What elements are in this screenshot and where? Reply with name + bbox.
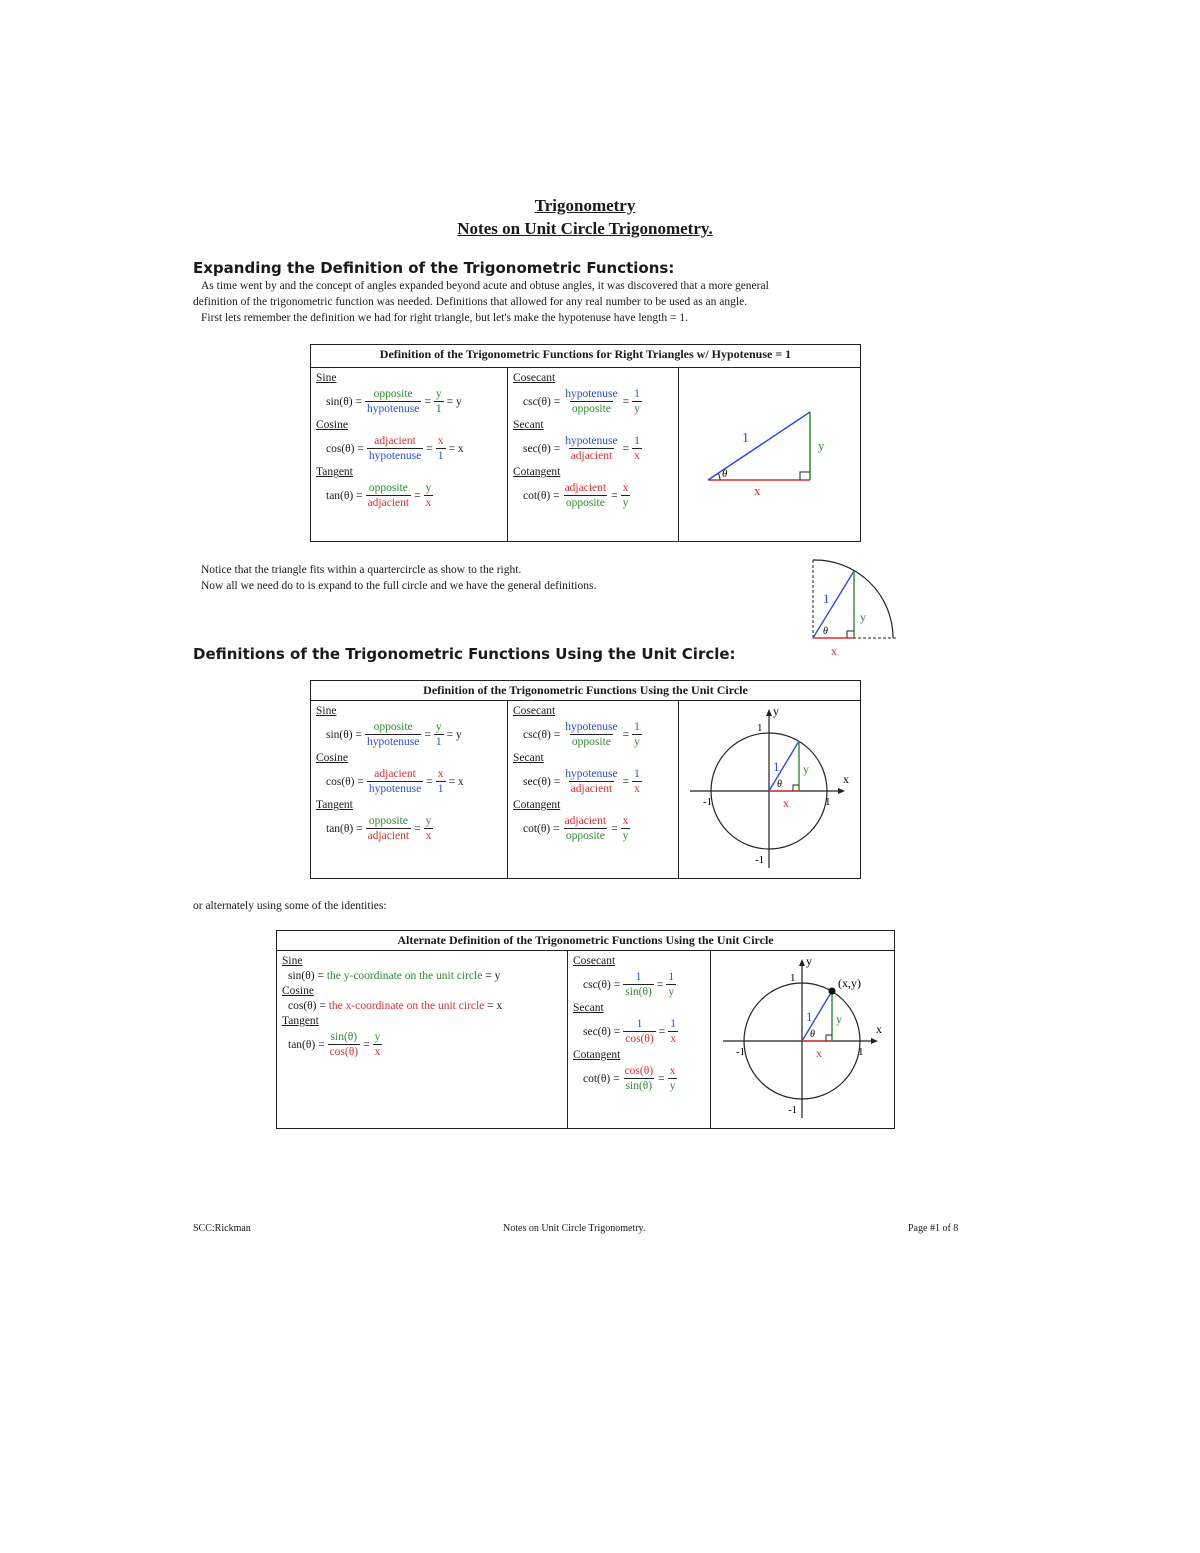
cot-expr: cot(θ) = [523, 489, 560, 502]
denominator: opposite [571, 403, 611, 416]
fraction [623, 1017, 656, 1046]
x-axis-label: x [875, 1022, 882, 1036]
fraction [668, 1017, 678, 1046]
radius-hypotenuse [813, 571, 854, 638]
point-on-circle [828, 988, 835, 995]
unit-circle-point-figure-cell [711, 951, 895, 1129]
numerator: y [435, 721, 442, 733]
fraction [367, 434, 423, 463]
x-label: x [831, 644, 837, 658]
sin-expr: sin(θ) = [288, 970, 324, 982]
denominator: sin(θ) [625, 986, 652, 998]
page-subtitle: Notes on Unit Circle Trigonometry. [457, 219, 713, 238]
fraction [434, 720, 444, 749]
cos-description: the x-coordinate on the unit circle [328, 1000, 485, 1012]
numerator: adjacient [564, 815, 607, 827]
denominator: 1 [435, 736, 442, 748]
numerator: 1 [634, 388, 640, 401]
theta-label: θ [823, 626, 828, 637]
fraction [436, 767, 446, 796]
primary-functions-cell [311, 368, 508, 542]
fraction [373, 1030, 383, 1059]
reciprocal-functions-cell [508, 701, 679, 879]
equals: = [622, 395, 630, 408]
denominator: y [622, 830, 629, 842]
sin-expr: sin(θ) = [326, 728, 362, 741]
numerator: adjacient [374, 435, 416, 448]
sine-label: Sine [316, 705, 337, 717]
equals: = [656, 978, 664, 991]
sec-expr: sec(θ) = [523, 442, 561, 455]
cosine-formula [326, 767, 502, 796]
equals: = [611, 822, 618, 835]
tangent-label: Tangent [316, 799, 353, 811]
alternate-definitions-table [276, 930, 895, 1129]
denominator: x [670, 1033, 676, 1045]
cotangent-formula [583, 1064, 705, 1093]
denominator: x [374, 1046, 381, 1058]
reciprocal-functions-cell [508, 368, 679, 542]
equals: = [424, 728, 431, 741]
fraction [666, 970, 676, 999]
angle-arc [718, 473, 720, 480]
intro-line-2: definition of the trigonometric function was needed. Definitions that allowed for any real number to be used as an angle. [193, 296, 748, 308]
radius-label: 1 [805, 1009, 812, 1024]
numerator: sin(θ) [330, 1031, 358, 1043]
denominator: hypotenuse [366, 403, 420, 416]
theta-label: θ [776, 779, 782, 790]
equals-result: = x [487, 1000, 503, 1012]
fraction [563, 387, 619, 416]
tangent-label: Tangent [316, 466, 353, 479]
numerator: hypotenuse [565, 435, 618, 448]
cosine-label: Cosine [316, 419, 348, 432]
denominator: 1 [435, 403, 442, 416]
table-header: Definition of the Trigonometric Functions Using the Unit Circle [311, 681, 861, 701]
section-heading-unit-circle: Definitions of the Trigonometric Functions Using the Unit Circle: [193, 645, 736, 663]
numerator: opposite [373, 721, 413, 733]
numerator: opposite [368, 482, 408, 495]
fraction [424, 481, 434, 510]
tangent-formula [326, 481, 502, 510]
y-tick-neg-one: -1 [754, 854, 764, 866]
cotangent-label: Cotangent [573, 1049, 621, 1061]
equals: = [658, 1072, 665, 1085]
fraction [632, 434, 642, 463]
tangent-formula [326, 814, 502, 843]
fraction [632, 767, 642, 796]
radius-label: 1 [823, 591, 830, 606]
equals: = [658, 1025, 666, 1038]
numerator: x [622, 815, 629, 827]
equals: = [622, 442, 630, 455]
numerator: 1 [668, 971, 675, 983]
sec-expr: sec(θ) = [523, 775, 561, 788]
fraction [563, 481, 609, 510]
numerator: y [374, 1031, 381, 1043]
intro-paragraph [193, 278, 933, 326]
secant-formula [523, 434, 673, 463]
fraction [366, 814, 412, 843]
y-axis-arrow [799, 959, 805, 966]
notice-text [201, 562, 596, 594]
secant-label: Secant [513, 419, 544, 432]
numerator: x [437, 768, 444, 780]
numerator: hypotenuse [565, 768, 618, 780]
equals-result: = x [448, 775, 464, 788]
theta-label: θ [809, 1029, 815, 1040]
fraction [563, 720, 619, 749]
reciprocal-functions-cell [568, 951, 711, 1129]
fraction [563, 434, 619, 463]
equals: = [414, 489, 421, 502]
denominator: hypotenuse [368, 783, 422, 795]
denominator: adjacient [367, 497, 410, 510]
theta-label: θ [721, 468, 727, 481]
cosine-label: Cosine [282, 985, 314, 997]
fraction [621, 481, 631, 510]
x-axis-arrow [838, 788, 845, 794]
fraction [367, 767, 423, 796]
footer-page-number: Page #1 of 8 [908, 1223, 959, 1234]
denominator: opposite [571, 736, 611, 748]
y-tick-neg-one: -1 [787, 1104, 797, 1116]
fraction [436, 434, 446, 463]
equals: = [611, 489, 618, 502]
fraction [623, 1064, 656, 1093]
right-triangle-definitions-table [310, 344, 861, 542]
cot-expr: cot(θ) = [523, 822, 560, 835]
right-angle-mark [793, 785, 799, 791]
numerator: hypotenuse [565, 388, 618, 401]
tan-expr: tan(θ) = [326, 489, 363, 502]
denominator: hypotenuse [366, 736, 420, 748]
equals-result: = x [448, 442, 464, 455]
fraction [328, 1030, 361, 1059]
denominator: sin(θ) [625, 1080, 653, 1092]
equals-result: = y [446, 728, 462, 741]
denominator: x [634, 450, 640, 463]
fraction [621, 814, 631, 843]
y-segment-label: y [835, 1012, 842, 1026]
fraction [424, 814, 434, 843]
sin-expr: sin(θ) = [326, 395, 362, 408]
cosine-formula [326, 434, 502, 463]
right-angle-mark [847, 631, 854, 638]
secant-formula [583, 1017, 705, 1046]
numerator: 1 [636, 1018, 643, 1030]
sine-label: Sine [282, 955, 303, 967]
y-tick-one: 1 [756, 722, 762, 734]
denominator: y [634, 736, 640, 748]
denominator: x [425, 497, 432, 510]
table-header: Alternate Definition of the Trigonometric Functions Using the Unit Circle [277, 931, 895, 951]
numerator: opposite [373, 388, 413, 401]
x-tick-neg-one: -1 [702, 796, 712, 808]
unit-circle-point-diagram [718, 953, 888, 1123]
cosecant-formula [583, 970, 705, 999]
fraction [365, 387, 421, 416]
page-title: Trigonometry [534, 196, 636, 215]
fraction [623, 970, 654, 999]
fraction [563, 814, 609, 843]
tan-expr: tan(θ) = [326, 822, 363, 835]
cotangent-label: Cotangent [513, 466, 561, 479]
sine-label: Sine [316, 372, 337, 385]
y-segment-label: y [802, 762, 809, 776]
right-angle-mark [800, 472, 810, 480]
denominator: 1 [437, 783, 444, 795]
point-label: (x,y) [837, 976, 861, 990]
cos-expr: cos(θ) = [288, 1000, 326, 1012]
equals: = [622, 728, 630, 741]
sine-formula [288, 970, 562, 982]
cotangent-label: Cotangent [513, 799, 561, 811]
adjacent-label: x [753, 483, 760, 499]
intro-line-1: As time went by and the concept of angles expanded beyond acute and obtuse angles, it was discovered that a more general [201, 280, 769, 292]
footer-center: Notes on Unit Circle Trigonometry. [503, 1223, 646, 1234]
table-header: Definition of the Trigonometric Functions for Right Triangles w/ Hypotenuse = 1 [311, 345, 861, 368]
numerator: 1 [634, 768, 640, 780]
tangent-formula [288, 1030, 562, 1059]
cosecant-label: Cosecant [573, 955, 616, 967]
fraction [365, 720, 421, 749]
equals-result: = y [485, 970, 501, 982]
denominator: x [425, 830, 432, 842]
y-tick-one: 1 [789, 972, 795, 984]
notice-line-1: Notice that the triangle fits within a quartercircle as show to the right. [201, 564, 522, 576]
x-tick-one: 1 [824, 796, 830, 808]
cosine-label: Cosine [316, 752, 348, 764]
denominator: x [634, 783, 640, 795]
cot-expr: cot(θ) = [583, 1072, 620, 1085]
secant-label: Secant [513, 752, 544, 764]
cosecant-label: Cosecant [513, 372, 556, 385]
numerator: adjacient [564, 482, 607, 495]
numerator: 1 [670, 1018, 676, 1030]
cosecant-formula [523, 720, 673, 749]
equals: = [424, 395, 431, 408]
right-angle-mark [826, 1035, 832, 1041]
denominator: y [634, 403, 640, 416]
notice-line-2: Now all we need do to is expand to the full circle and we have the general definitions. [201, 580, 597, 592]
cos-expr: cos(θ) = [326, 442, 364, 455]
y-axis-label: y [805, 954, 812, 968]
equals: = [426, 442, 433, 455]
sine-formula [326, 720, 502, 749]
denominator: y [669, 1080, 676, 1092]
secant-label: Secant [573, 1002, 604, 1014]
denominator: opposite [565, 830, 605, 842]
numerator: opposite [368, 815, 408, 827]
right-triangle-figure-cell [679, 368, 861, 542]
primary-functions-cell [277, 951, 568, 1129]
numerator: y [425, 815, 432, 827]
denominator: adjacient [367, 830, 410, 842]
cos-expr: cos(θ) = [326, 775, 364, 788]
numerator: cos(θ) [624, 1065, 654, 1077]
numerator: 1 [635, 971, 642, 983]
cosecant-label: Cosecant [513, 705, 556, 717]
numerator: hypotenuse [565, 721, 618, 733]
numerator: y [425, 482, 432, 495]
unit-circle-diagram [685, 703, 855, 873]
primary-functions-cell [311, 701, 508, 879]
x-axis-arrow [871, 1038, 878, 1044]
fraction [668, 1064, 678, 1093]
sin-description: the y-coordinate on the unit circle [326, 970, 483, 982]
numerator: y [435, 388, 442, 401]
denominator: 1 [437, 450, 444, 463]
denominator: adjacient [570, 450, 613, 463]
csc-expr: csc(θ) = [523, 395, 561, 408]
denominator: opposite [565, 497, 605, 510]
cotangent-formula [523, 814, 673, 843]
footer-left: SCC:Rickman [193, 1223, 251, 1234]
tangent-label: Tangent [282, 1015, 319, 1027]
sec-expr: sec(θ) = [583, 1025, 621, 1038]
opposite-label: y [817, 438, 824, 454]
equals: = [426, 775, 433, 788]
numerator: x [669, 1065, 676, 1077]
cosine-formula [288, 1000, 562, 1012]
fraction [632, 720, 642, 749]
sine-formula [326, 387, 502, 416]
equals: = [414, 822, 421, 835]
right-triangle-diagram [690, 398, 850, 508]
numerator: adjacient [374, 768, 416, 780]
secant-formula [523, 767, 673, 796]
quarter-circle-diagram [805, 555, 905, 660]
tan-expr: tan(θ) = [288, 1038, 325, 1051]
csc-expr: csc(θ) = [583, 978, 621, 991]
denominator: y [622, 497, 629, 510]
intro-line-3: First lets remember the definition we had for right triangle, but let's make the hypotenuse have length = 1. [201, 312, 688, 324]
hypotenuse-label: 1 [741, 431, 749, 447]
numerator: x [622, 482, 629, 495]
radius-label: 1 [772, 759, 779, 774]
y-label: y [860, 610, 866, 624]
fraction [563, 767, 619, 796]
denominator: hypotenuse [368, 450, 422, 463]
denominator: cos(θ) [329, 1046, 359, 1058]
fraction [632, 387, 642, 416]
section-heading-expanding: Expanding the Definition of the Trigonometric Functions: [193, 259, 675, 277]
y-axis-label: y [772, 704, 779, 718]
x-tick-one: 1 [857, 1046, 863, 1058]
unit-circle-definitions-table [310, 680, 861, 879]
fraction [366, 481, 412, 510]
unit-circle-figure-cell [679, 701, 861, 879]
numerator: x [437, 435, 444, 448]
numerator: 1 [634, 721, 640, 733]
denominator: cos(θ) [625, 1033, 654, 1045]
denominator: adjacient [570, 783, 613, 795]
csc-expr: csc(θ) = [523, 728, 561, 741]
cosecant-formula [523, 387, 673, 416]
equals-result: = y [446, 395, 462, 408]
denominator: y [668, 986, 675, 998]
y-axis-arrow [766, 709, 772, 716]
x-tick-neg-one: -1 [735, 1046, 745, 1058]
alternate-intro: or alternately using some of the identities: [193, 900, 387, 912]
fraction [434, 387, 444, 416]
numerator: 1 [634, 435, 640, 448]
cotangent-formula [523, 481, 673, 510]
equals: = [363, 1038, 370, 1051]
x-segment-label: x [815, 1046, 822, 1060]
x-axis-label: x [842, 772, 849, 786]
x-segment-label: x [782, 796, 789, 810]
equals: = [622, 775, 630, 788]
